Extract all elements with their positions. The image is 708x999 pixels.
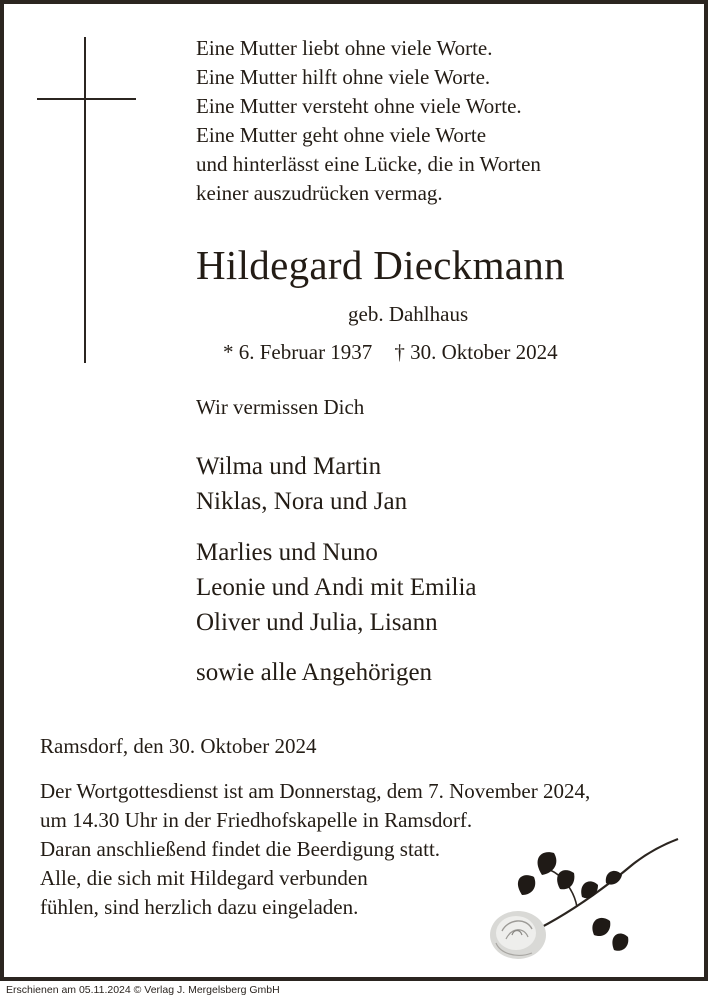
family-line: Niklas, Nora und Jan bbox=[196, 488, 408, 515]
service-line: Alle, die sich mit Hildegard verbunden bbox=[40, 866, 368, 890]
poem-line: und hinterlässt eine Lücke, die in Worten bbox=[196, 152, 541, 176]
family-group-3 bbox=[196, 655, 432, 690]
service-line: Der Wortgottesdienst ist am Donnerstag, dem 7. November 2024, bbox=[40, 779, 591, 803]
service-line: Daran anschließend findet die Beerdigung statt. bbox=[40, 837, 441, 861]
family-line: Wilma und Martin bbox=[196, 453, 382, 480]
maiden-name: geb. Dahlhaus bbox=[348, 302, 469, 326]
service-line: um 14.30 Uhr in der Friedhofskapelle in Ramsdorf. bbox=[40, 808, 473, 832]
poem bbox=[196, 34, 541, 208]
cross-vertical-beam bbox=[84, 37, 86, 363]
poem-line: Eine Mutter geht ohne viele Worte bbox=[196, 123, 487, 147]
service-line: fühlen, sind herzlich dazu eingeladen. bbox=[40, 895, 359, 919]
birth-date: * 6. Februar 1937 bbox=[223, 340, 373, 364]
poem-line: Eine Mutter hilft ohne viele Worte. bbox=[196, 65, 491, 89]
deceased-name: Hildegard Dieckmann bbox=[196, 242, 565, 288]
publication-footer: Erschienen am 05.11.2024 © Verlag J. Mergelsberg GmbH bbox=[0, 981, 708, 999]
family-line: sowie alle Angehörigen bbox=[196, 659, 433, 686]
cross-horizontal-beam bbox=[37, 98, 136, 100]
family-line: Marlies und Nuno bbox=[196, 539, 378, 566]
family-line: Leonie und Andi mit Emilia bbox=[196, 574, 477, 601]
death-date: † 30. Oktober 2024 bbox=[394, 340, 558, 364]
farewell-line: Wir vermissen Dich bbox=[196, 395, 365, 419]
poem-line: Eine Mutter liebt ohne viele Worte. bbox=[196, 36, 493, 60]
place-and-date: Ramsdorf, den 30. Oktober 2024 bbox=[40, 734, 317, 758]
family-line: Oliver und Julia, Lisann bbox=[196, 609, 438, 636]
poem-line: Eine Mutter versteht ohne viele Worte. bbox=[196, 94, 522, 118]
rose-image bbox=[482, 835, 682, 975]
family-group-2 bbox=[196, 535, 477, 640]
life-dates bbox=[223, 340, 558, 365]
poem-line: keiner auszudrücken vermag. bbox=[196, 181, 443, 205]
family-group-1 bbox=[196, 449, 407, 519]
